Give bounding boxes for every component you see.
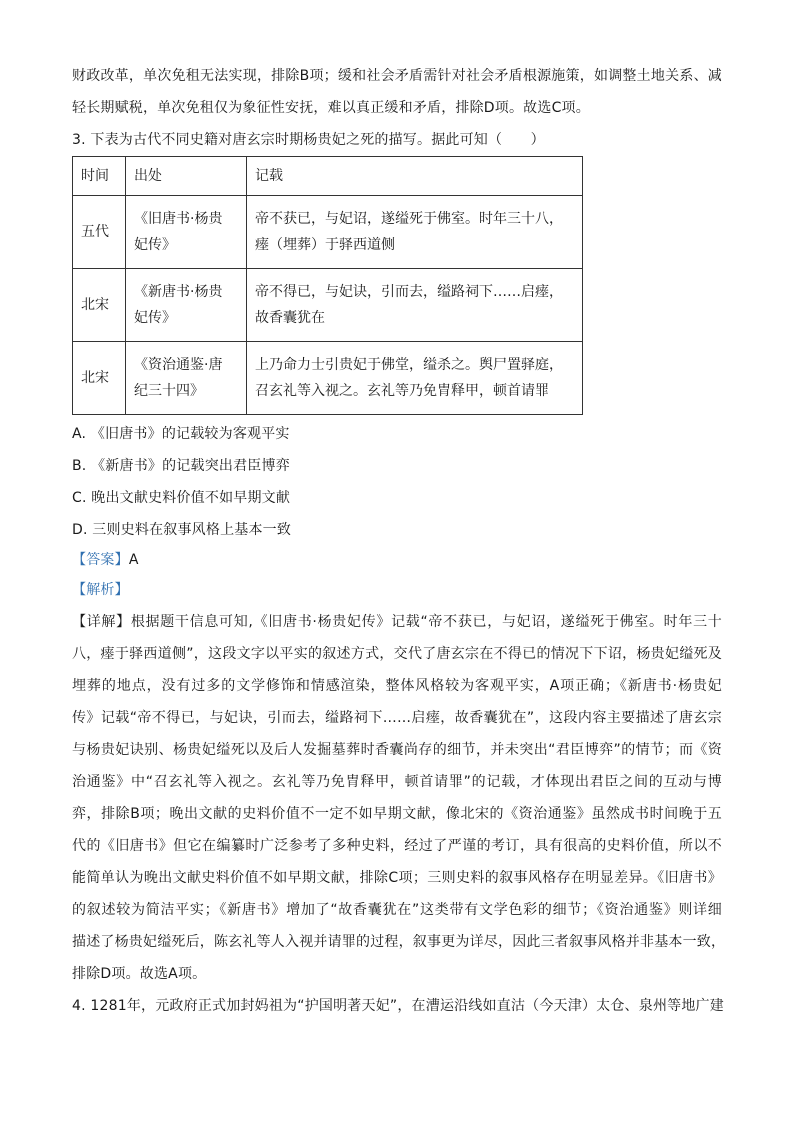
- header-record: 记载: [247, 157, 583, 196]
- row-time: 北宋: [73, 342, 126, 415]
- row-source: 《旧唐书·杨贵 妃传》: [126, 196, 247, 269]
- detail-line-1: [72, 612, 722, 632]
- option-d: D. 三则史料在叙事风格上基本一致: [72, 522, 292, 538]
- detail-line-12: 排除D项。故选A项。: [72, 966, 207, 982]
- row-record: 帝不得已，与妃诀，引而去，缢路祠下……启瘗， 故香囊犹在: [247, 269, 583, 342]
- table-header-row: [73, 157, 583, 196]
- intro-line-1: 财政改革，单次免租无法实现，排除B项；缓和社会矛盾需针对社会矛盾根源施策，如调整土地关系、减: [72, 68, 722, 84]
- row-time: 五代: [73, 196, 126, 269]
- detail-line-5: 与杨贵妃诀别、杨贵妃缢死以及后人发掘墓葬时香囊尚存的细节，并未突出“君臣博弈”的情节；而《资: [72, 742, 722, 758]
- answer-label: 【答案】: [72, 552, 129, 568]
- detail-line-6: 治通鉴》中“召玄礼等入视之。玄礼等乃免胄释甲，顿首请罪”的记载，才体现出君臣之间的互动与博: [72, 774, 722, 790]
- table-row: [73, 342, 583, 415]
- detail-line-9: 能简单认为晚出文献史料价值不如早期文献，排除C项；三则史料的叙事风格存在明显差异。《旧唐书》: [72, 870, 722, 886]
- detail-line-2: 八，瘗于驿西道侧”，这段文字以平实的叙述方式，交代了唐玄宗在不得已的情况下下诏，杨贵妃缢死及: [72, 646, 722, 662]
- history-table: [72, 156, 583, 415]
- detail-line-10: 的叙述较为简洁平实；《新唐书》增加了“故香囊犹在”这类带有文学色彩的细节；《资治通鉴》则详细: [72, 902, 722, 918]
- row-source: 《新唐书·杨贵 妃传》: [126, 269, 247, 342]
- row-record: 帝不获已，与妃诏，遂缢死于佛室。时年三十八， 瘗（埋葬）于驿西道侧: [247, 196, 583, 269]
- header-source: 出处: [126, 157, 247, 196]
- answer-value: A: [128, 552, 139, 568]
- detail-line-7: 弈，排除B项；晚出文献的史料价值不一定不如早期文献，像北宋的《资治通鉴》虽然成书时间晚于五: [72, 806, 722, 822]
- row-source: 《资治通鉴·唐 纪三十四》: [126, 342, 247, 415]
- detail-line-4: 传》记载“帝不得已，与妃诀，引而去，缢路祠下……启瘗，故香囊犹在”，这段内容主要描述了唐玄宗: [72, 710, 722, 726]
- detail-line-3: 埋葬的地点，没有过多的文学修饰和情感渲染，整体风格较为客观平实，A项正确；《新唐书·杨贵妃: [72, 678, 722, 694]
- answer-line: [72, 550, 722, 570]
- detail-line-11: 描述了杨贵妃缢死后，陈玄礼等人入视并请罪的过程，叙事更为详尽，因此三者叙事风格并非基本一致，: [72, 934, 726, 950]
- option-c: C. 晚出文献史料价值不如早期文献: [72, 490, 291, 506]
- detail-line-8: 代的《旧唐书》但它在编纂时广泛参考了多种史料，经过了严谨的考订，具有很高的史料价值，所以不: [72, 838, 722, 854]
- row-time: 北宋: [73, 269, 126, 342]
- detail-label: 【详解】: [72, 614, 131, 630]
- option-a: A. 《旧唐书》的记载较为客观平实: [72, 426, 290, 442]
- option-b: B. 《新唐书》的记载突出君臣博弈: [72, 458, 290, 474]
- row-record: 上乃命力士引贵妃于佛堂，缢杀之。舆尸置驿庭， 召玄礼等入视之。玄礼等乃免胄释甲，顿首请罪: [247, 342, 583, 415]
- table-row: [73, 196, 583, 269]
- detail-text: 根据题干信息可知,《旧唐书·杨贵妃传》记载“帝不获已，与妃诏，遂缢死于佛室。时年三十: [130, 614, 722, 630]
- question-stem: 3. 下表为古代不同史籍对唐玄宗时期杨贵妃之死的描写。据此可知（ ）: [72, 132, 545, 148]
- analysis-heading: 【解析】: [72, 582, 129, 598]
- table-row: [73, 269, 583, 342]
- next-question-stem: 4. 1281年，元政府正式加封妈祖为“护国明著天妃”，在漕运沿线如直沽（今天津）太仓、泉州等地广建: [72, 998, 724, 1014]
- intro-line-2: 轻长期赋税，单次免租仅为象征性安抚，难以真正缓和矛盾，排除D项。故选C项。: [72, 100, 590, 116]
- header-time: 时间: [73, 157, 126, 196]
